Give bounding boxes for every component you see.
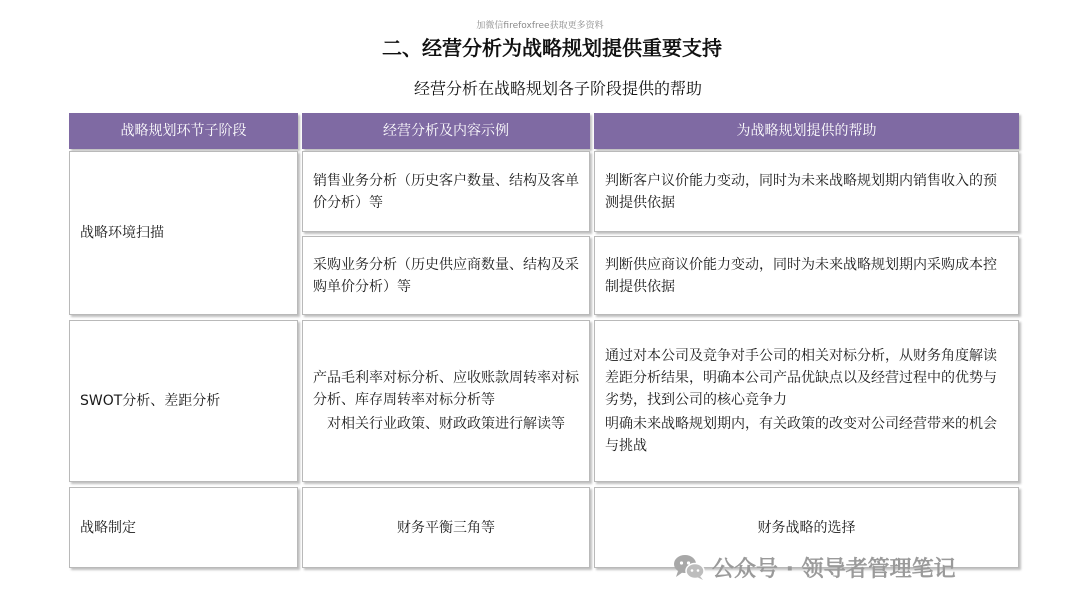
analysis-cell-financial-triangle <box>302 487 590 568</box>
stage-cell-swot <box>69 320 298 482</box>
header-stage-label: 战略规划环节子阶段 <box>120 123 247 139</box>
help-text: 通过对本公司及竞争对手公司的相关对标分析，从财务角度解读差距分析结果，明确本公司产品优缺点以及经营过程中的优势与劣势，找到公司的核心竞争力 <box>605 348 997 408</box>
stage-cell-environment-scan <box>69 151 298 315</box>
table-subtitle: 经营分析在战略规划各子阶段提供的帮助 <box>413 79 702 98</box>
header-help <box>594 113 1019 149</box>
analysis-text: 销售业务分析（历史客户数量、结构及客单价分析）等 <box>313 172 579 211</box>
help-text: 明确未来战略规划期内，有关政策的改变对公司经营带来的机会与挑战 <box>605 416 997 454</box>
help-cell-benchmark <box>594 320 1019 482</box>
analysis-cell-purchasing <box>302 236 590 315</box>
footer-watermark-text: 公众号 · 领导者管理笔记 <box>712 556 956 582</box>
help-text: 判断供应商议价能力变动，同时为未来战略规划期内采购成本控制提供依据 <box>605 256 997 295</box>
analysis-text: 对相关行业政策、财政政策进行解读等 <box>327 416 565 432</box>
help-text: 判断客户议价能力变动，同时为未来战略规划期内销售收入的预测提供依据 <box>605 172 997 211</box>
footer-watermark <box>672 550 956 584</box>
stage-label: 战略制定 <box>80 519 136 536</box>
analysis-text: 产品毛利率对标分析、应收账款周转率对标分析、库存周转率对标分析等 <box>313 370 579 408</box>
top-watermark: 加微信firefoxfree获取更多资料 <box>476 21 604 31</box>
analysis-text: 财务平衡三角等 <box>397 519 495 536</box>
header-stage <box>69 113 298 149</box>
header-analysis-label: 经营分析及内容示例 <box>383 123 509 139</box>
help-cell-purchasing <box>594 236 1019 315</box>
stage-cell-strategy-formulation <box>69 487 298 568</box>
page-title: 二、经营分析为战略规划提供重要支持 <box>382 36 722 60</box>
header-help-label: 为战略规划提供的帮助 <box>736 123 877 139</box>
analysis-cell-sales <box>302 151 590 232</box>
analysis-cell-benchmark <box>302 320 590 482</box>
header-analysis <box>302 113 590 149</box>
stage-label: SWOT分析、差距分析 <box>80 393 221 409</box>
wechat-icon <box>672 552 706 582</box>
help-cell-sales <box>594 151 1019 232</box>
analysis-text: 采购业务分析（历史供应商数量、结构及采购单价分析）等 <box>313 256 579 295</box>
help-text: 财务战略的选择 <box>757 519 856 536</box>
stage-label: 战略环境扫描 <box>80 225 164 241</box>
